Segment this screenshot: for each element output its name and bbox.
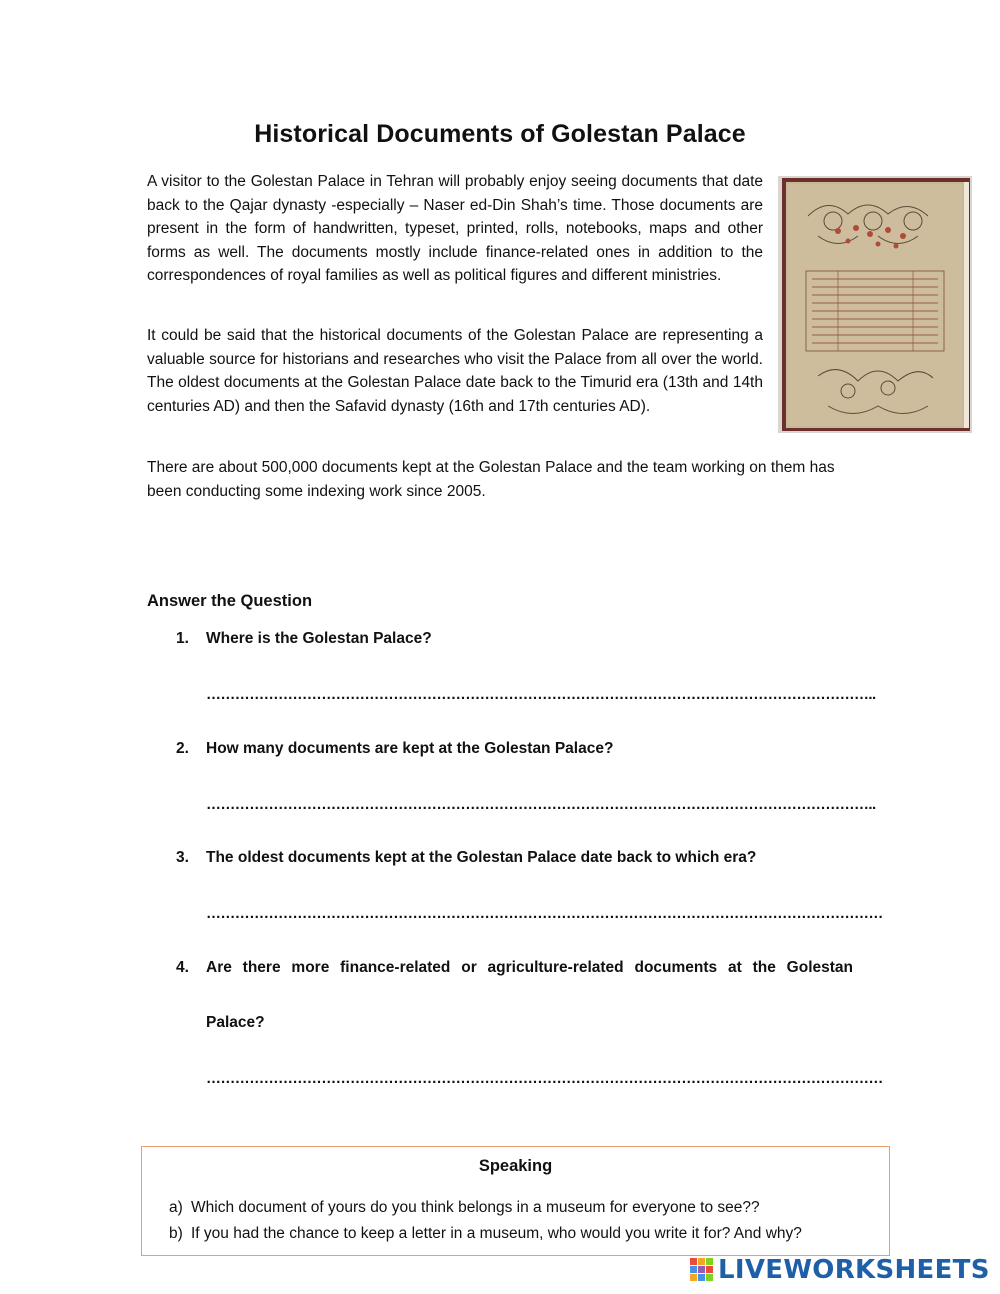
speaking-title: Speaking — [478, 1157, 553, 1175]
page-title: Historical Documents of Golestan Palace — [254, 120, 746, 148]
speaking-item-b — [169, 1225, 802, 1243]
question-number: 4. — [176, 959, 189, 976]
speaking-item-a — [169, 1199, 760, 1217]
question-number: 3. — [176, 849, 189, 866]
question-text: Are there more finance-related or agriculture-related documents at the Golestan — [206, 959, 853, 976]
speaking-item-text: If you had the chance to keep a letter in a museum, who would you write it for? And why? — [191, 1225, 802, 1242]
speaking-box — [141, 1146, 890, 1256]
questions-heading: Answer the Question — [147, 592, 313, 610]
answer-line-3[interactable]: …………………………………………………………………………………………………………………………… — [206, 905, 883, 922]
answer-line-2[interactable]: ………………………………………………………………………………………………………………………….. — [206, 796, 876, 813]
question-text: Where is the Golestan Palace? — [206, 630, 432, 647]
speaking-item-label: a) — [169, 1199, 183, 1216]
speaking-item-label: b) — [169, 1225, 183, 1242]
liveworksheets-logo-icon — [690, 1258, 714, 1282]
manuscript-image — [778, 176, 972, 433]
question-text: How many documents are kept at the Golestan Palace? — [206, 740, 614, 757]
question-text-continued: Palace? — [206, 1014, 265, 1031]
question-number: 1. — [176, 630, 189, 647]
history-paragraph: It could be said that the historical documents of the Golestan Palace are representing a valuable source for historians and researches who visit the Palace from all over the world. The oldest documents at the Golestan Palace date back to the Timurid era (13th and 14th centuries AD) and then the Safavid dynasty (16th and 17th centuries AD). — [147, 327, 763, 415]
liveworksheets-logo[interactable] — [690, 1254, 990, 1286]
logo-text: LIVEWORKSHEETS — [718, 1255, 990, 1285]
answer-line-1[interactable]: ………………………………………………………………………………………………………………………….. — [206, 686, 876, 703]
intro-paragraph: A visitor to the Golestan Palace in Tehran will probably enjoy seeing documents that date back to the Qajar dynasty -especially – Naser ed-Din Shah’s time. Those documents are present in the form of handwritten, typeset, printed, rolls, notebooks, maps and other forms as well. The documents mostly include finance-related ones in addition to the correspondences of royal families as well as political figures and different ministries. — [147, 173, 763, 285]
question-number: 2. — [176, 740, 189, 757]
answer-line-4[interactable]: …………………………………………………………………………………………………………………………… — [206, 1070, 883, 1087]
speaking-item-text: Which document of yours do you think belongs in a museum for everyone to see?? — [191, 1199, 760, 1216]
question-text: The oldest documents kept at the Golestan Palace date back to which era? — [206, 849, 757, 866]
count-paragraph: There are about 500,000 documents kept at the Golestan Palace and the team working on them has been conducting some indexing work since 2005. — [147, 459, 835, 500]
